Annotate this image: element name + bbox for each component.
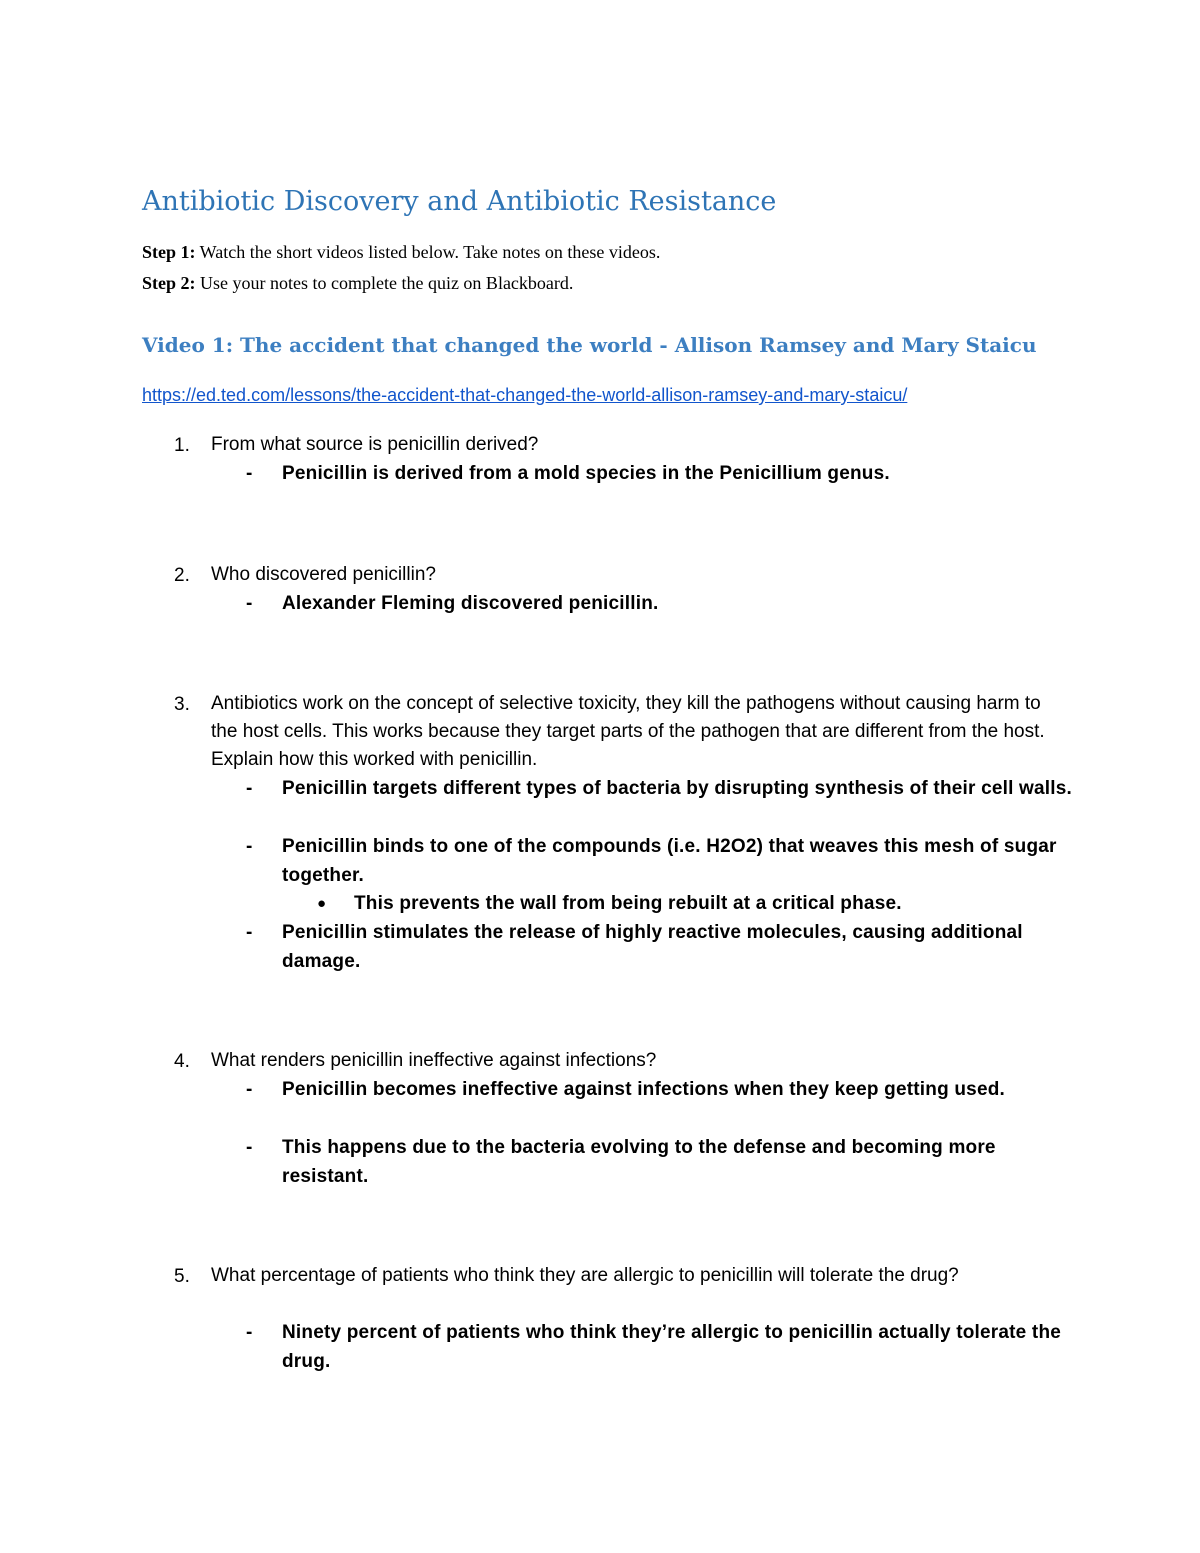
question-3-sub-answer: This prevents the wall from being rebuilt at a critical phase. <box>354 893 902 914</box>
document-title: Antibiotic Discovery and Antibiotic Resistance <box>142 186 777 217</box>
question-5-answer-1: Ninety percent of patients who think they’re allergic to penicillin actually tolerate the drug. <box>282 1322 1062 1372</box>
answer-dash: - <box>246 836 253 857</box>
question-2-answer-1: Alexander Fleming discovered penicillin. <box>282 593 659 614</box>
question-1-number: 1. <box>174 435 190 456</box>
question-3-text: Antibiotics work on the concept of selective toxicity, they kill the pathogens without causing harm to the host cells. This works because they target parts of the pathogen that are different from the host. Explain how this worked with penicillin. <box>211 693 1045 770</box>
question-4-number: 4. <box>174 1051 190 1072</box>
video-1-link[interactable]: https://ed.ted.com/lessons/the-accident-that-changed-the-world-allison-ramsey-and-mary-staicu/ <box>142 385 908 405</box>
bullet-icon: ● <box>317 895 327 912</box>
video-1-heading: Video 1: The accident that changed the world - Allison Ramsey and Mary Staicu <box>142 333 1037 357</box>
answer-dash: - <box>246 1137 253 1158</box>
question-3-number: 3. <box>174 694 190 715</box>
answer-dash: - <box>246 463 253 484</box>
step-1 <box>142 242 660 263</box>
step-2-label: Step 2: <box>142 273 196 293</box>
question-3-answer-3: Penicillin stimulates the release of highly reactive molecules, causing additional damage. <box>282 922 1023 972</box>
step-2-text: Use your notes to complete the quiz on Blackboard. <box>195 273 574 293</box>
answer-dash: - <box>246 1079 253 1100</box>
question-3-answer-1: Penicillin targets different types of bacteria by disrupting synthesis of their cell walls. <box>282 778 1073 799</box>
question-2-number: 2. <box>174 565 190 586</box>
step-2 <box>142 273 573 294</box>
question-1-answer-1: Penicillin is derived from a mold species in the Penicillium genus. <box>282 463 890 484</box>
step-1-label: Step 1: <box>142 242 196 262</box>
step-1-text: Watch the short videos listed below. Take notes on these videos. <box>195 242 661 262</box>
question-4-answer-2: This happens due to the bacteria evolving to the defense and becoming more resistant. <box>282 1137 996 1187</box>
question-5-number: 5. <box>174 1266 190 1287</box>
answer-dash: - <box>246 593 253 614</box>
question-4-text: What renders penicillin ineffective against infections? <box>211 1050 657 1071</box>
question-4-answer-1: Penicillin becomes ineffective against infections when they keep getting used. <box>282 1079 1005 1100</box>
answer-dash: - <box>246 778 253 799</box>
answer-dash: - <box>246 1322 253 1343</box>
question-5-text: What percentage of patients who think they are allergic to penicillin will tolerate the drug? <box>211 1265 959 1286</box>
question-1-text: From what source is penicillin derived? <box>211 434 539 455</box>
question-3-answer-2: Penicillin binds to one of the compounds (i.e. H2O2) that weaves this mesh of sugar together. <box>282 836 1057 886</box>
answer-dash: - <box>246 922 253 943</box>
question-2-text: Who discovered penicillin? <box>211 564 436 585</box>
